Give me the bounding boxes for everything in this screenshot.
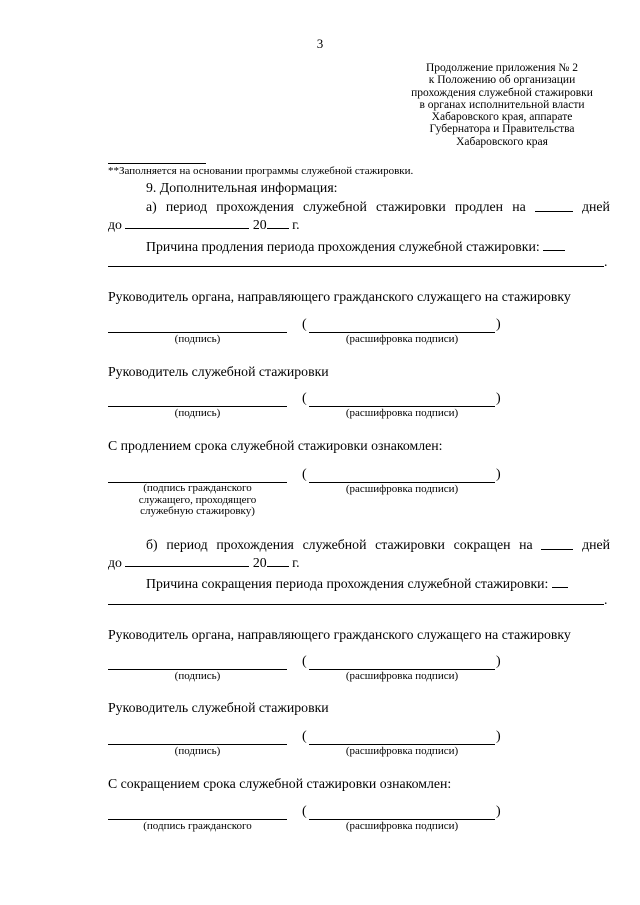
word: до [108, 217, 122, 232]
paren: ) [496, 729, 501, 744]
transcript-caption: (расшифровка подписи) [345, 745, 459, 757]
word: период [165, 199, 208, 214]
year-blank[interactable] [267, 216, 289, 229]
reason-blank[interactable] [543, 238, 565, 251]
year-prefix: 20 [252, 217, 267, 232]
word: прохождения [216, 537, 294, 552]
reason-line[interactable] [108, 266, 604, 267]
paren: ( [302, 804, 307, 819]
header-line: к Положению об организации [428, 74, 576, 87]
date-blank[interactable] [125, 554, 249, 567]
extension-reason [146, 238, 565, 255]
label-head-org: Руководитель органа, направляющего гражданского служащего на стажировку [108, 289, 571, 304]
date-blank[interactable] [125, 216, 249, 229]
caption-line: служащего, проходящего [138, 493, 257, 506]
signature-caption: (подпись) [174, 745, 221, 757]
header-line: прохождения служебной стажировки [411, 86, 593, 99]
reason-label: Причина сокращения периода прохождения служебной стажировки: [146, 576, 549, 591]
reason-label: Причина продления периода прохождения служебной стажировки: [146, 239, 540, 254]
shortening-line [146, 537, 610, 553]
signature-caption: (подпись) [174, 407, 221, 419]
year-prefix: 20 [252, 555, 267, 570]
word: г. [292, 555, 300, 570]
transcript-caption: (расшифровка подписи) [345, 333, 459, 345]
shortening-date-line [108, 554, 300, 571]
paren: ( [302, 729, 307, 744]
reason-blank[interactable] [552, 575, 568, 588]
paren: ) [496, 654, 501, 669]
extension-line [146, 199, 610, 215]
header-line: в органах исполнительной власти [419, 98, 585, 111]
paren: ( [302, 654, 307, 669]
reason-line[interactable] [108, 604, 604, 605]
paren: ) [496, 804, 501, 819]
appendix-header [398, 62, 606, 148]
signature-caption: (подпись) [174, 333, 221, 345]
caption-line: (подпись гражданского [143, 482, 252, 494]
word: сокращен [453, 537, 511, 552]
word: служебной [302, 199, 367, 214]
paren: ) [496, 467, 501, 482]
word: стажировки [375, 199, 446, 214]
paren: ( [302, 391, 307, 406]
year-blank[interactable] [267, 554, 289, 567]
paren: ( [302, 467, 307, 482]
paren: ( [302, 317, 307, 332]
transcript-caption: (расшифровка подписи) [345, 670, 459, 682]
label-ack-shorten: С сокращением срока служебной стажировки ознакомлен: [108, 776, 452, 791]
word: продлен [454, 199, 504, 214]
header-line: Хабаровского края, аппарате [431, 111, 573, 124]
paren: ) [496, 391, 501, 406]
word: дней [582, 537, 610, 552]
word: на [512, 199, 526, 214]
header-line: Хабаровского края [456, 135, 548, 148]
page-number: 3 [316, 36, 324, 51]
item-letter: а) [146, 199, 157, 214]
header-line: Губернатора и Правительства [429, 123, 575, 136]
section-title: 9. Дополнительная информация: [146, 180, 338, 195]
word: до [108, 555, 122, 570]
days-blank[interactable] [541, 537, 573, 550]
employee-signature-caption: (подпись гражданского [143, 820, 252, 832]
footnote-divider [108, 163, 206, 164]
transcript-caption: (расшифровка подписи) [345, 407, 459, 419]
word: дней [581, 199, 610, 214]
word: период [166, 537, 208, 552]
employee-signature-caption [108, 483, 287, 518]
word: стажировки [375, 537, 445, 552]
header-line: Продолжение приложения № 2 [425, 62, 579, 74]
line-dot: . [604, 254, 608, 269]
label-head-org: Руководитель органа, направляющего гражданского служащего на стажировку [108, 627, 571, 642]
paren: ) [496, 317, 501, 332]
word: на [519, 537, 533, 552]
transcript-caption: (расшифровка подписи) [345, 483, 459, 495]
caption-line: служебную стажировку) [140, 505, 255, 517]
days-blank[interactable] [535, 199, 573, 212]
word: г. [292, 217, 300, 232]
item-letter: б) [146, 537, 158, 552]
label-head-intern: Руководитель служебной стажировки [108, 364, 329, 379]
signature-caption: (подпись) [174, 670, 221, 682]
word: прохождения [216, 199, 294, 214]
extension-date-line [108, 216, 300, 233]
transcript-caption: (расшифровка подписи) [345, 820, 459, 832]
word: служебной [302, 537, 367, 552]
line-dot: . [604, 592, 608, 607]
label-ack-extend: С продлением срока служебной стажировки ознакомлен: [108, 438, 443, 453]
label-head-intern: Руководитель служебной стажировки [108, 700, 329, 715]
footnote: **Заполняется на основании программы служебной стажировки. [108, 165, 414, 177]
shortening-reason [146, 575, 568, 592]
